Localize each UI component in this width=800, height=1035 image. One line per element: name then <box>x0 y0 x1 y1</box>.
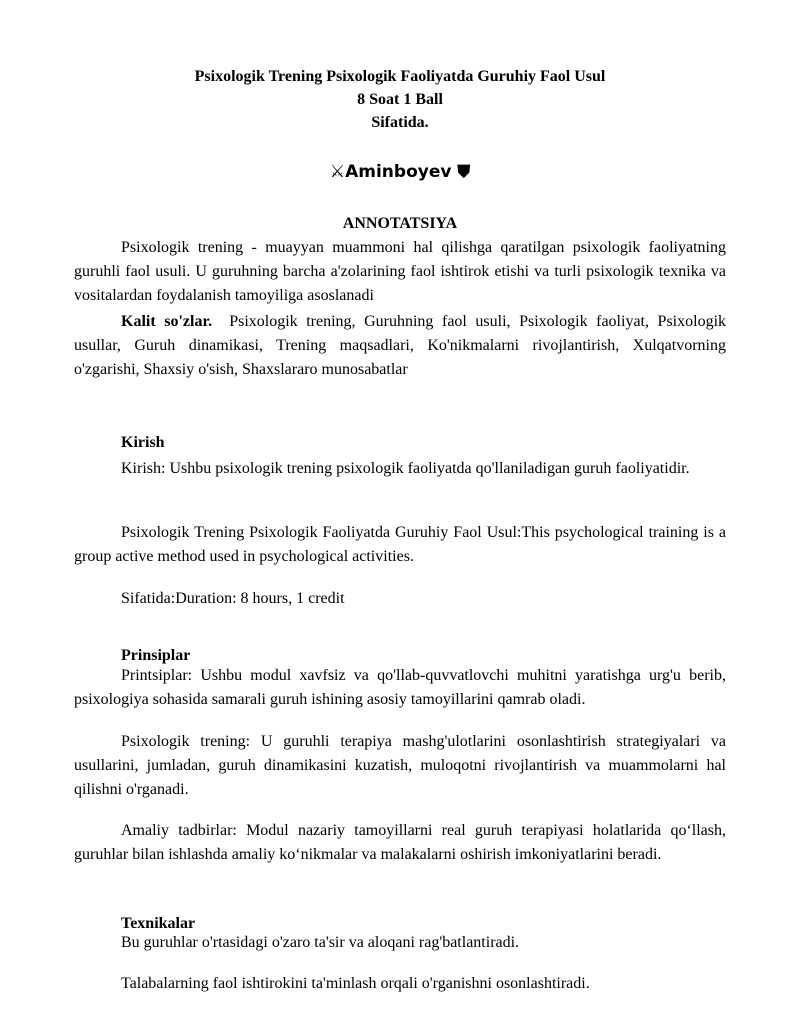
intro-heading: Kirish <box>121 434 165 451</box>
title-line-2: 8 Soat 1 Ball <box>357 91 443 108</box>
author-name: Aminboyev <box>345 162 452 182</box>
principles-paragraph-3: Amaliy tadbirlar: Modul nazariy tamoyillarni real guruh terapiyasi holatlarida qo‘llash, guruhlar bilan ishlashda amaliy ko‘nikmalar va malakalarni oshirish imkoniyatlarini beradi. <box>74 822 726 863</box>
annotation-paragraph: Psixologik trening - muayyan muammoni hal qilishga qaratilgan psixologik faoliyatning guruhli faol usuli. U guruhning barcha a'zolarining faol ishtirok etishi va turli psixologik texnika va vositalardan foydalanish tamoyiliga asoslanadi <box>74 239 726 304</box>
title-line-3: Sifatida. <box>371 114 429 131</box>
keywords-paragraph <box>74 310 726 382</box>
techniques-paragraph-2: Talabalarning faol ishtirokini ta'minlash orqali o'rganishni osonlashtiradi. <box>121 975 590 992</box>
intro-paragraph-2: Psixologik Trening Psixologik Faoliyatda Guruhiy Faol Usul:This psychological training is a group active method used in psychological activities. <box>74 524 726 565</box>
principles-paragraph-2: Psixologik trening: U guruhli terapiya mashg'ulotlarini osonlashtirish strategiyalari va usullarini, jumladan, guruh dinamikasini kuzatish, muloqotni rivojlantirish va muammolarni hal qilishni o'rganadi. <box>74 733 726 798</box>
principles-heading: Prinsiplar <box>121 647 191 664</box>
shield-icon: ⛊ <box>457 162 471 182</box>
author-line <box>0 160 800 184</box>
techniques-paragraph-1: Bu guruhlar o'rtasidagi o'zaro ta'sir va aloqani rag'batlantiradi. <box>121 934 520 951</box>
principles-paragraph-1: Printsiplar: Ushbu modul xavfsiz va qo'llab-quvvatlovchi muhitni yaratishga urg'u berib, psixologiya sohasida samarali guruh ishining asosiy tamoyillarini qamrab oladi. <box>74 667 726 708</box>
keywords-text: Psixologik trening, Guruhning faol usuli, Psixologik faoliyat, Psixologik usullar, Guruh dinamikasi, Trening maqsadlari, Ko'nikmalarni rivojlantirish, Xulqatvorning o'zgarishi, Shaxsiy o'sish, Shaxslararo munosabatlar <box>74 313 727 378</box>
intro-paragraph-3: Sifatida:Duration: 8 hours, 1 credit <box>121 590 345 607</box>
crossed-swords-icon: ⚔ <box>329 162 346 182</box>
keywords-label: Kalit so'zlar. <box>121 313 213 330</box>
title-line-1: Psixologik Trening Psixologik Faoliyatda Guruhiy Faol Usul <box>194 68 606 85</box>
annotation-heading: ANNOTATSIYA <box>342 215 458 232</box>
techniques-heading: Texnikalar <box>121 915 196 932</box>
intro-paragraph-1: Kirish: Ushbu psixologik trening psixologik faoliyatda qo'llaniladigan guruh faoliyatidir. <box>121 460 690 477</box>
